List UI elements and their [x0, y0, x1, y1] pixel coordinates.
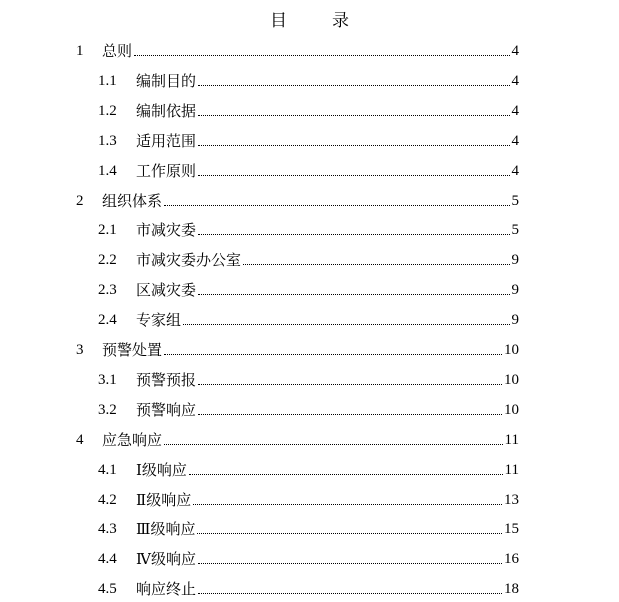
toc-dot-leader — [197, 532, 502, 534]
toc-entry-page: 10 — [504, 401, 519, 418]
toc-entry-page: 11 — [504, 461, 519, 478]
toc-dot-leader — [198, 144, 509, 146]
toc-entry-page: 4 — [511, 72, 519, 89]
toc-entry-title: Ⅰ级响应 — [136, 460, 187, 479]
toc-entry-number: 1.1 — [98, 72, 117, 89]
toc-dot-leader — [198, 114, 509, 116]
toc-entry-title: Ⅱ级响应 — [136, 490, 192, 509]
toc-entry-number: 1 — [76, 43, 84, 59]
toc-entry-number: 2.1 — [98, 222, 117, 239]
toc-entry-page: 4 — [511, 43, 519, 59]
toc-entry[interactable] — [98, 481, 519, 509]
toc-entry[interactable] — [76, 182, 519, 210]
toc-entry-title: 编制依据 — [136, 101, 197, 120]
toc-entry[interactable] — [98, 152, 519, 180]
toc-entry[interactable] — [98, 62, 519, 90]
toc-dot-leader — [198, 233, 509, 235]
toc-entry-title: 市减灾委 — [136, 221, 197, 240]
toc-entry-title: 响应终止 — [136, 580, 197, 599]
toc-dot-leader — [198, 84, 509, 86]
toc-entry-title: 预警处置 — [102, 341, 163, 359]
toc-entry-title: 预警预报 — [136, 370, 197, 389]
toc-entry-title: 工作原则 — [136, 161, 197, 180]
toc-dot-leader — [198, 592, 502, 594]
toc-entry-title: 总则 — [102, 42, 133, 60]
toc-entry-number: 3 — [76, 342, 84, 358]
toc-dot-leader — [164, 204, 509, 206]
toc-entry-number: 4.2 — [98, 491, 117, 508]
toc-entry[interactable] — [98, 391, 519, 419]
toc-entry-number: 1.4 — [98, 162, 117, 179]
toc-entry[interactable] — [98, 211, 519, 239]
toc-dot-leader — [243, 263, 509, 265]
toc-entry-number: 1.3 — [98, 132, 117, 149]
toc-entry-page: 4 — [511, 162, 519, 179]
toc-entry-title: 适用范围 — [136, 131, 197, 150]
toc-dot-leader — [198, 174, 509, 176]
toc-entry-title: 区减灾委 — [136, 281, 197, 300]
toc-entry-title: 编制目的 — [136, 71, 197, 90]
toc-entry-title: 应急响应 — [102, 430, 163, 449]
toc-dot-leader — [183, 323, 509, 325]
toc-dot-leader — [164, 443, 503, 445]
toc-entry-page: 13 — [504, 491, 519, 508]
toc-dot-leader — [193, 503, 502, 505]
toc-entry-page: 9 — [511, 282, 519, 299]
toc-entry-number: 2.2 — [98, 252, 117, 269]
toc-dot-leader — [198, 413, 502, 415]
toc-dot-leader — [198, 562, 502, 564]
toc-entry-page: 10 — [504, 371, 519, 388]
toc-entry-number: 2.4 — [98, 312, 117, 329]
toc-entry-page: 10 — [504, 342, 519, 358]
toc-entry-number: 4.5 — [98, 581, 117, 598]
toc-dot-leader — [164, 353, 502, 355]
toc-entry-number: 3.1 — [98, 371, 117, 388]
toc-entry-title: Ⅲ级响应 — [136, 520, 196, 539]
toc-entry-page: 9 — [511, 312, 519, 329]
toc-dot-leader — [198, 383, 502, 385]
toc-entry-page: 11 — [504, 431, 519, 448]
toc-entry-page: 15 — [504, 521, 519, 538]
toc-entry-number: 2.3 — [98, 282, 117, 299]
toc-entry-page: 9 — [511, 252, 519, 269]
toc-entry-page: 5 — [511, 222, 519, 239]
toc-entry[interactable] — [98, 271, 519, 299]
toc-entry[interactable] — [98, 92, 519, 120]
toc-entry[interactable] — [98, 301, 519, 329]
toc-entry[interactable] — [98, 451, 519, 479]
toc-entry[interactable] — [98, 540, 519, 568]
toc-entry-title: Ⅳ级响应 — [136, 550, 196, 569]
toc-entry-page: 4 — [511, 102, 519, 119]
toc-entry[interactable] — [98, 122, 519, 150]
toc-dot-leader — [189, 473, 503, 475]
toc-entry-number: 4 — [76, 431, 84, 448]
toc-entry-page: 18 — [504, 581, 519, 598]
toc-entry-page: 4 — [511, 132, 519, 149]
toc-entry[interactable] — [98, 361, 519, 389]
toc-entry[interactable] — [98, 570, 519, 598]
toc-entry-page: 16 — [504, 551, 519, 568]
toc-entry[interactable] — [76, 421, 519, 449]
toc-entry-number: 4.3 — [98, 521, 117, 538]
toc-entry-page: 5 — [511, 192, 519, 209]
toc-dot-leader — [198, 293, 509, 295]
toc-title: 目 录 — [270, 11, 363, 31]
toc-entry-number: 4.4 — [98, 551, 117, 568]
toc-entry-number: 1.2 — [98, 102, 117, 119]
toc-entry-number: 4.1 — [98, 461, 117, 478]
toc-entry-title: 市减灾委办公室 — [136, 251, 242, 270]
toc-entry-number: 3.2 — [98, 401, 117, 418]
toc-entry[interactable] — [98, 241, 519, 269]
toc-entry-title: 预警响应 — [136, 400, 197, 419]
toc-entry-title: 专家组 — [136, 311, 182, 330]
toc-entry-title: 组织体系 — [102, 191, 163, 210]
toc-entry[interactable] — [76, 331, 519, 359]
toc-entry-number: 2 — [76, 192, 84, 209]
toc-dot-leader — [134, 54, 509, 56]
toc-entry[interactable] — [98, 510, 519, 538]
toc-entry[interactable] — [76, 32, 519, 60]
